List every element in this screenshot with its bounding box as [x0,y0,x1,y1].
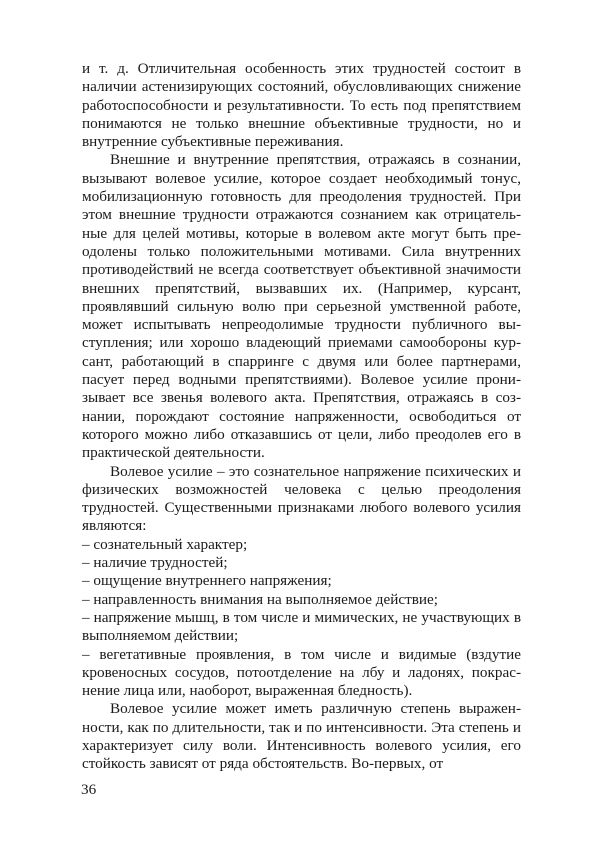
paragraph: Волевое усилие может иметь различную степень выраженности, как по длительности, так и по интенсивности. Эта степень и характеризует силу воли. Интенсивность волевого усилия, его стойкость зависят от ряда обстоятельств. Во-первых, от [82,700,521,773]
page-number: 36 [81,781,97,798]
list-item: – сознательный характер; [82,535,248,553]
list-item: – наличие трудностей; [82,554,228,572]
list-item: – напряжение мышц, в том числе и мимических, не участвующих в выполняемом действии; [82,608,521,645]
list-item: – ощущение внутреннего напряжения; [82,572,332,590]
paragraph: Волевое усилие – это сознательное напряжение психических и физических возможностей человека с целью преодоления трудностей. Существенными признаками любого волевого усилия являются: [82,462,521,535]
feature-list [82,536,521,701]
page-body [82,60,521,774]
list-item: – направленность внимания на выполняемое действие; [82,590,439,608]
list-item: – вегетативные проявления, в том числе и видимые (вздутие кровеносных сосудов, потоотделение на лбу и ладонях, покраснение лица или, наоборот, выраженная бледность). [82,645,521,700]
paragraph: и т. д. Отличительная особенность этих трудностей состоит в наличии астенизирующих состояний, обусловливающих снижение работоспособности и результативности. То есть под препятствием понимаются не только внешние объективные трудности, но и внутренние субъективные переживания. [82,60,521,151]
paragraph: Внешние и внутренние препятствия, отражаясь в сознании, вызывают волевое усилие, которое создает необходимый тонус, мобилизационную готовность для преодоления трудностей. При этом внешние трудности отражаются сознанием как отрицательные для целей мотивы, которые в волевом акте могут быть преодолены только положительными мотивами. Сила внутренних противодействий не всегда соответствует объективной значимости внешних препятствий, вызвавших их. (Например, курсант, проявлявший сильную волю при серьезной умственной работе, может испытывать непреодолимые трудности публичного выступления; или хорошо владеющий приемами самообороны курсант, работающий в спарринге с двумя или более партнерами, пасует перед водными препятствиями). Волевое усилие пронизывает все звенья волевого акта. Препятствия, отражаясь в сознании, порождают состояние напряженности, освободиться от которого можно либо отказавшись от цели, либо преодолев его в практической деятельности. [82,151,521,462]
